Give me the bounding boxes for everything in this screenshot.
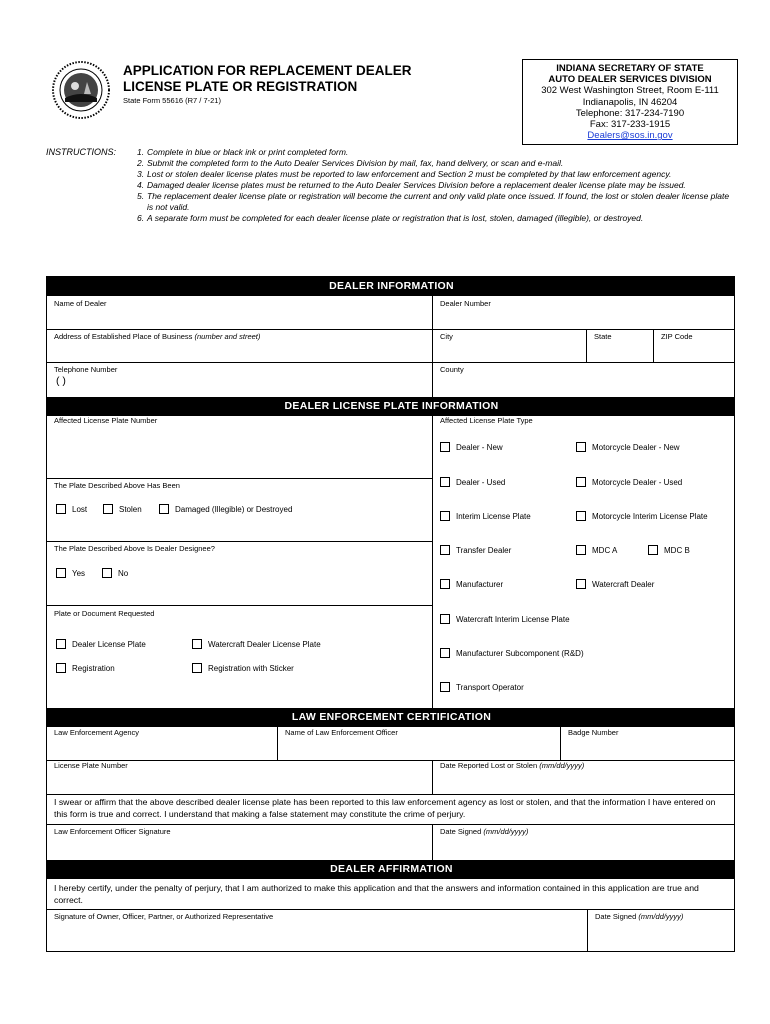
checkbox-box[interactable] [440, 511, 450, 521]
instructions-label: INSTRUCTIONS: [46, 147, 117, 157]
affected-plate-number-field[interactable]: Affected License Plate Number [54, 416, 158, 425]
checkbox-box[interactable] [56, 639, 66, 649]
section-header-dealer-information: DEALER INFORMATION [47, 277, 735, 296]
checkbox-box[interactable] [440, 442, 450, 452]
checkbox-box[interactable] [159, 504, 169, 514]
checkbox-lost[interactable]: Lost [56, 504, 87, 514]
zip-code-field[interactable]: ZIP Code [661, 332, 693, 341]
checkbox-mdc-a[interactable]: MDC A [576, 545, 617, 555]
checkbox-box[interactable] [648, 545, 658, 555]
checkbox-motorcycle-interim[interactable]: Motorcycle Interim License Plate [576, 511, 708, 521]
checkbox-watercraft-dealer-plate[interactable]: Watercraft Dealer License Plate [192, 639, 321, 649]
checkbox-box[interactable] [576, 511, 586, 521]
law-date-signed-field[interactable]: Date Signed (mm/dd/yyyy) [440, 827, 529, 836]
checkbox-stolen[interactable]: Stolen [103, 504, 142, 514]
law-plate-number-field[interactable]: License Plate Number [54, 761, 128, 770]
checkbox-box[interactable] [576, 442, 586, 452]
checkbox-box[interactable] [192, 663, 202, 673]
checkbox-motorcycle-dealer-new[interactable]: Motorcycle Dealer - New [576, 442, 680, 452]
agency-name: INDIANA SECRETARY OF STATE [556, 63, 704, 74]
checkbox-box[interactable] [576, 477, 586, 487]
dealer-designee-label: The Plate Described Above Is Dealer Designee? [54, 544, 215, 553]
dealer-number-field[interactable]: Dealer Number [440, 299, 491, 308]
checkbox-dealer-new[interactable]: Dealer - New [440, 442, 503, 452]
checkbox-box[interactable] [102, 568, 112, 578]
checkbox-box[interactable] [440, 477, 450, 487]
agency-city: Indianapolis, IN 46204 [582, 96, 678, 108]
application-form [46, 276, 735, 952]
checkbox-no[interactable]: No [102, 568, 128, 578]
checkbox-box[interactable] [440, 648, 450, 658]
affirmation-date-signed-field[interactable]: Date Signed (mm/dd/yyyy) [595, 912, 684, 921]
affirmation-text: I hereby certify, under the penalty of perjury, that I am authorized to make this application and that the answers and information contained in this application are true and correct. [54, 883, 699, 905]
checkbox-box[interactable] [576, 545, 586, 555]
checkbox-box[interactable] [440, 579, 450, 589]
checkbox-transport-operator[interactable]: Transport Operator [440, 682, 524, 692]
checkbox-box[interactable] [440, 614, 450, 624]
date-reported-field[interactable]: Date Reported Lost or Stolen (mm/dd/yyyy) [440, 761, 585, 770]
checkbox-dealer-license-plate[interactable]: Dealer License Plate [56, 639, 146, 649]
agency-email-link[interactable]: Dealers@sos.in.gov [587, 130, 673, 142]
plate-requested-label: Plate or Document Requested [54, 609, 155, 618]
telephone-area-code: ( ) [56, 375, 66, 387]
agency-division: AUTO DEALER SERVICES DIVISION [548, 74, 712, 86]
checkbox-registration-with-sticker[interactable]: Registration with Sticker [192, 663, 294, 673]
instruction-item: 1. Complete in blue or black ink or print completed form. [137, 147, 349, 157]
checkbox-yes[interactable]: Yes [56, 568, 85, 578]
checkbox-box[interactable] [440, 682, 450, 692]
checkbox-manufacturer-subcomponent[interactable]: Manufacturer Subcomponent (R&D) [440, 648, 584, 658]
divider [432, 416, 433, 708]
instruction-item: 4. Damaged dealer license plates must be returned to the Auto Dealer Services Division before a replacement dealer license plate may be issued. [137, 180, 686, 190]
checkbox-interim-license-plate[interactable]: Interim License Plate [440, 511, 531, 521]
form-number: State Form 55616 (R7 / 7-21) [123, 96, 221, 105]
checkbox-box[interactable] [56, 504, 66, 514]
officer-signature-field[interactable]: Law Enforcement Officer Signature [54, 827, 171, 836]
checkbox-box[interactable] [440, 545, 450, 555]
agency-address-box [522, 59, 738, 145]
checkbox-motorcycle-dealer-used[interactable]: Motorcycle Dealer - Used [576, 477, 682, 487]
checkbox-box[interactable] [103, 504, 113, 514]
dealer-name-field[interactable]: Name of Dealer [54, 299, 107, 308]
checkbox-watercraft-interim[interactable]: Watercraft Interim License Plate [440, 614, 570, 624]
checkbox-damaged-destroyed[interactable]: Damaged (Illegible) or Destroyed [159, 504, 292, 514]
state-field[interactable]: State [594, 332, 612, 341]
law-oath-text: I swear or affirm that the above described dealer license plate has been reported to this law enforcement agency as lost or stolen, and that the information I have entered on this form is true and correct. I understand that making a false statement may constitute the crime of perjury. [54, 797, 716, 819]
section-header-law-enforcement: LAW ENFORCEMENT CERTIFICATION [47, 708, 735, 727]
affected-plate-type-label: Affected License Plate Type [440, 416, 533, 425]
checkbox-registration[interactable]: Registration [56, 663, 115, 673]
checkbox-mdc-b[interactable]: MDC B [648, 545, 690, 555]
section-header-plate-information: DEALER LICENSE PLATE INFORMATION [47, 397, 735, 416]
agency-fax: Fax: 317-233-1915 [589, 119, 671, 131]
county-field[interactable]: County [440, 365, 464, 374]
state-seal-image [51, 60, 111, 120]
checkbox-transfer-dealer[interactable]: Transfer Dealer [440, 545, 511, 555]
dealer-signature-field[interactable]: Signature of Owner, Officer, Partner, or Authorized Representative [54, 912, 274, 921]
agency-street: 302 West Washington Street, Room E-111 [541, 85, 719, 97]
instructions-list [137, 147, 737, 224]
business-address-field[interactable]: Address of Established Place of Business (number and street) [54, 332, 261, 341]
checkbox-dealer-used[interactable]: Dealer - Used [440, 477, 505, 487]
instruction-item: 2. Submit the completed form to the Auto Dealer Services Division by mail, fax, hand delivery, or scan and e-mail. [137, 158, 564, 168]
checkbox-box[interactable] [576, 579, 586, 589]
checkbox-watercraft-dealer[interactable]: Watercraft Dealer [576, 579, 654, 589]
city-field[interactable]: City [440, 332, 453, 341]
form-title: APPLICATION FOR REPLACEMENT DEALER LICENSE PLATE OR REGISTRATION [123, 63, 412, 94]
divider [47, 794, 735, 795]
checkbox-box[interactable] [56, 663, 66, 673]
checkbox-box[interactable] [192, 639, 202, 649]
officer-name-field[interactable]: Name of Law Enforcement Officer [285, 728, 398, 737]
badge-number-field[interactable]: Badge Number [568, 728, 619, 737]
checkbox-box[interactable] [56, 568, 66, 578]
agency-telephone: Telephone: 317-234-7190 [575, 107, 685, 119]
section-header-dealer-affirmation: DEALER AFFIRMATION [47, 860, 735, 879]
telephone-field[interactable]: Telephone Number [54, 365, 118, 374]
instruction-item: 3. Lost or stolen dealer license plates must be reported to law enforcement and Section 2 must be completed by that law enforcement agency. [137, 169, 672, 179]
instruction-item: 6. A separate form must be completed for each dealer license plate or registration that is lost, stolen, damaged (illegible), or destroyed. [137, 213, 644, 223]
instruction-item: 5. The replacement dealer license plate or registration will become the current and only valid plate once issued. If found, the lost or stolen dealer license plate is not valid. [137, 191, 730, 212]
plate-status-label: The Plate Described Above Has Been [54, 481, 180, 490]
law-enforcement-agency-field[interactable]: Law Enforcement Agency [54, 728, 140, 737]
checkbox-manufacturer[interactable]: Manufacturer [440, 579, 503, 589]
